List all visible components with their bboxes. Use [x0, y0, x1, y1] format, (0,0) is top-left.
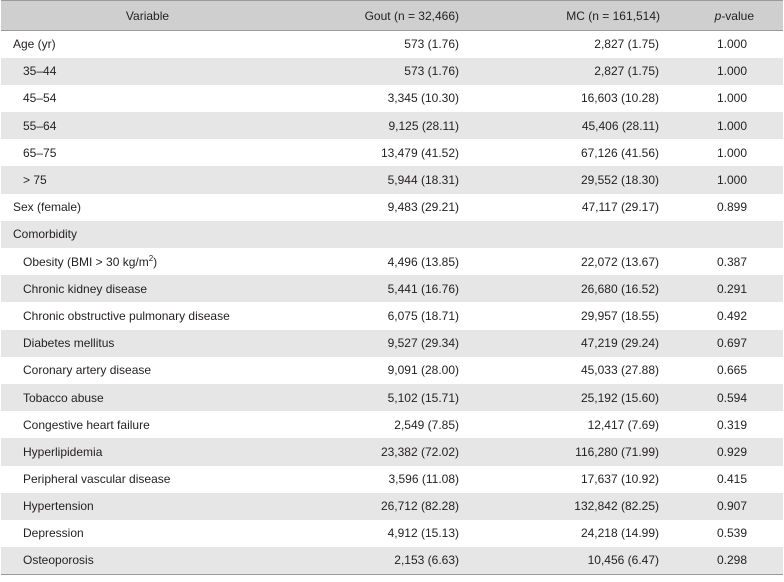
row-variable: Depression [23, 526, 84, 541]
row-gout: 23,382 (72.02) [294, 438, 491, 465]
row-p-value: 1.000 [716, 91, 747, 106]
row-gout: 9,091 (28.00) [387, 363, 459, 378]
row-variable: 65–75 [23, 145, 57, 160]
row-mc: 10,456 (6.47) [491, 547, 684, 574]
row-gout [294, 221, 491, 248]
row-gout: 9,483 (29.21) [387, 200, 459, 215]
table-row [1, 85, 783, 112]
row-mc: 12,417 (7.69) [587, 417, 659, 432]
table-row [1, 194, 783, 221]
row-gout: 3,345 (10.30) [387, 91, 459, 106]
row-mc: 45,406 (28.11) [491, 112, 684, 139]
row-p-value: 0.298 [684, 547, 783, 574]
row-variable: Age (yr) [13, 37, 56, 52]
row-variable: Comorbidity [1, 221, 294, 248]
row-gout: 9,125 (28.11) [294, 112, 491, 139]
header-gout: Gout (n = 32,466) [294, 1, 491, 31]
row-gout: 5,944 (18.31) [294, 166, 491, 193]
row-variable: > 75 [1, 166, 294, 193]
row-gout: 5,441 (16.76) [294, 275, 491, 302]
row-variable: Peripheral vascular disease [23, 472, 171, 487]
table-row [1, 221, 783, 248]
table-row [1, 466, 783, 493]
row-p-value [684, 221, 783, 248]
row-variable-end: ) [153, 254, 158, 269]
row-gout: 13,479 (41.52) [380, 145, 459, 160]
row-mc: 22,072 (13.67) [580, 254, 659, 269]
table-row [1, 139, 783, 166]
row-variable: Hypertension [1, 493, 294, 520]
row-mc: 47,117 (29.17) [581, 200, 659, 215]
row-variable: Tobacco abuse [1, 384, 294, 411]
row-gout: 4,496 (13.85) [387, 254, 459, 269]
row-variable: Chronic kidney disease [1, 275, 294, 302]
row-mc: 67,126 (41.56) [580, 145, 659, 160]
table-header-row [1, 1, 783, 31]
row-variable: 45–54 [23, 91, 57, 106]
table-row [1, 330, 783, 357]
row-variable-text: Obesity (BMI > 30 kg/m [23, 254, 149, 269]
header-variable: Variable [1, 1, 294, 31]
table-row [1, 248, 783, 275]
row-mc: 47,219 (29.24) [491, 330, 684, 357]
row-gout: 573 (1.76) [404, 37, 459, 52]
header-p-italic: p [714, 8, 722, 23]
row-mc: 24,218 (14.99) [580, 526, 659, 541]
row-gout: 573 (1.76) [294, 58, 491, 85]
row-gout: 9,527 (29.34) [294, 330, 491, 357]
table-row [1, 438, 783, 465]
table-row [1, 493, 783, 520]
table-row [1, 411, 783, 438]
row-variable: 55–64 [1, 112, 294, 139]
row-p-value: 0.492 [716, 308, 747, 323]
row-variable: Hyperlipidemia [1, 438, 294, 465]
row-mc: 2,827 (1.75) [491, 58, 684, 85]
row-p-value: 1.000 [684, 58, 783, 85]
table-row [1, 302, 783, 329]
row-gout: 26,712 (82.28) [294, 493, 491, 520]
row-p-value: 0.319 [716, 417, 747, 432]
row-p-value: 0.665 [716, 363, 747, 378]
row-p-value: 0.291 [684, 275, 783, 302]
row-mc: 132,842 (82.25) [491, 493, 684, 520]
row-p-value: 0.387 [716, 254, 747, 269]
row-p-value: 0.929 [684, 438, 783, 465]
row-p-value: 0.899 [716, 200, 747, 215]
row-p-value: 1.000 [716, 145, 747, 160]
row-gout: 4,912 (15.13) [387, 526, 459, 541]
row-mc: 2,827 (1.75) [594, 37, 659, 52]
row-p-value: 0.907 [684, 493, 783, 520]
table-row [1, 547, 783, 574]
row-variable [1, 248, 294, 275]
header-mc: MC (n = 161,514) [491, 1, 684, 31]
table-row [1, 275, 783, 302]
row-mc: 116,280 (71.99) [491, 438, 684, 465]
row-variable: 35–44 [1, 58, 294, 85]
row-p-value: 1.000 [684, 166, 783, 193]
table-row [1, 31, 783, 58]
row-gout: 5,102 (15.71) [294, 384, 491, 411]
row-mc: 45,033 (27.88) [580, 363, 659, 378]
row-variable: Diabetes mellitus [1, 330, 294, 357]
row-mc: 26,680 (16.52) [491, 275, 684, 302]
row-gout: 6,075 (18.71) [387, 308, 459, 323]
row-variable: Sex (female) [13, 200, 82, 215]
row-mc: 29,957 (18.55) [580, 308, 659, 323]
table-row [1, 357, 783, 384]
row-mc: 16,603 (10.28) [580, 91, 659, 106]
baseline-characteristics-table [1, 0, 783, 575]
row-variable: Congestive heart failure [23, 417, 150, 432]
header-p-suffix: -value [721, 8, 754, 23]
table-row [1, 384, 783, 411]
row-variable: Osteoporosis [1, 547, 294, 574]
row-p-value: 1.000 [716, 37, 747, 52]
row-gout: 2,153 (6.63) [294, 547, 491, 574]
row-p-value: 0.594 [684, 384, 783, 411]
row-p-value: 0.539 [716, 526, 747, 541]
row-mc: 29,552 (18.30) [491, 166, 684, 193]
row-variable: Coronary artery disease [23, 363, 152, 378]
table-row [1, 112, 783, 139]
table-row [1, 58, 783, 85]
header-p-value [684, 1, 783, 31]
table-row [1, 166, 783, 193]
row-variable: Chronic obstructive pulmonary disease [23, 308, 230, 323]
row-mc: 17,637 (10.92) [580, 472, 659, 487]
row-variable-superscript: 2 [148, 253, 154, 263]
row-mc: 25,192 (15.60) [491, 384, 684, 411]
table-row [1, 520, 783, 547]
row-gout: 2,549 (7.85) [394, 417, 459, 432]
row-p-value: 1.000 [684, 112, 783, 139]
row-p-value: 0.415 [716, 472, 747, 487]
row-gout: 3,596 (11.08) [388, 472, 459, 487]
row-p-value: 0.697 [684, 330, 783, 357]
row-mc [491, 221, 684, 248]
